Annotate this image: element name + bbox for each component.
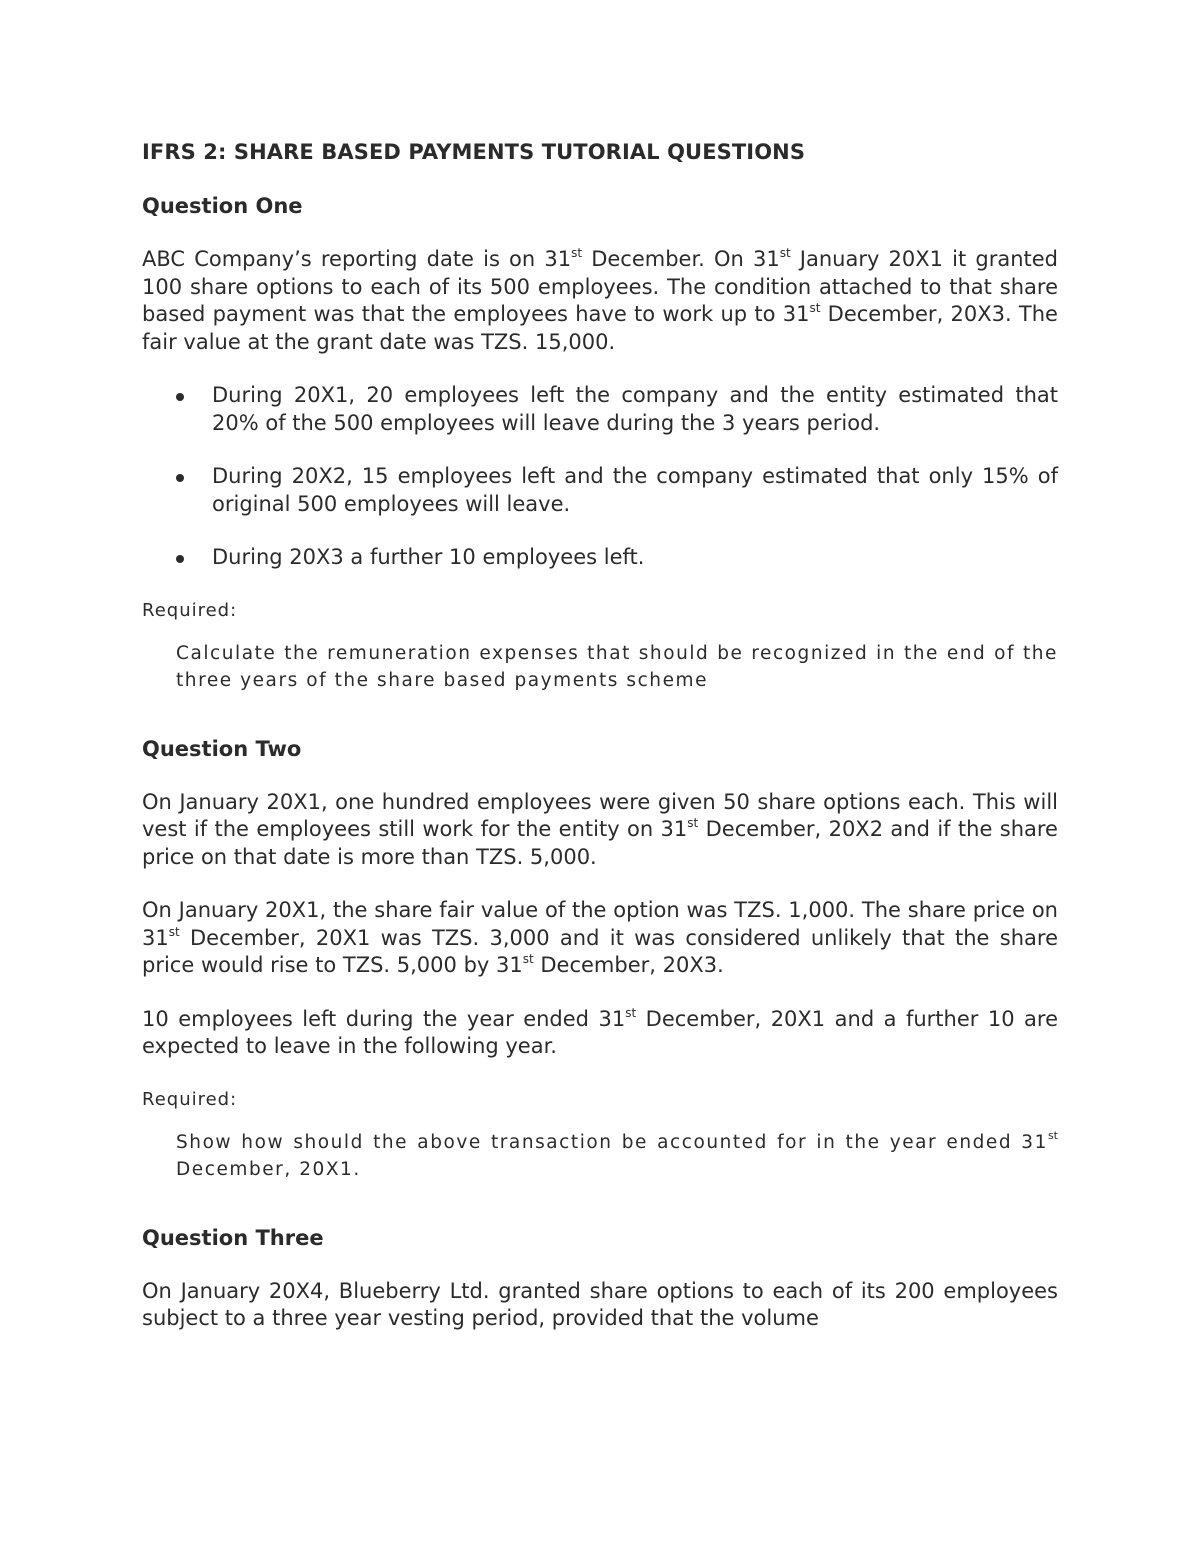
question-two-heading: Question Two (142, 736, 302, 761)
list-item: During 20X1, 20 employees left the company and the entity estimated that 20% of the 500 employees will leave during the 3 years period. (142, 382, 1058, 437)
document-page (142, 138, 1058, 1359)
question-one-paragraph: ABC Company’s reporting date is on 31st December. On 31st January 20X1 it granted 100 share options to each of its 500 employees. The condition attached to that share based payment was that the employees have to work up to 31st December, 20X3. The fair value at the grant date was TZS. 15,000. (142, 246, 1059, 354)
question-one-required-label: Required: (142, 599, 238, 621)
document-title: IFRS 2: SHARE BASED PAYMENTS TUTORIAL QUESTIONS (142, 140, 806, 164)
question-two-paragraph-3: 10 employees left during the year ended 31st December, 20X1 and a further 10 are expected to leave in the following year. (142, 1005, 1059, 1058)
question-one-bullet-list (142, 382, 1058, 572)
question-one-heading: Question One (142, 194, 303, 218)
question-two-paragraph-2: On January 20X1, the share fair value of the option was TZS. 1,000. The share price on 31st December, 20X1 was TZS. 3,000 and it was considered unlikely that the share price would rise to TZS. 5,000 by 31st December, 20X3. (142, 898, 1058, 977)
question-two-paragraph-1: On January 20X1, one hundred employees were given 50 share options each. This will vest if the employees still work for the entity on 31st December, 20X2 and if the share price on that date is more than TZS. 5,000. (142, 789, 1058, 869)
bullet-icon (176, 474, 184, 482)
question-two-required-label: Required: (142, 1088, 238, 1110)
list-item: During 20X3 a further 10 employees left. (142, 544, 1058, 572)
question-one-required-text: Calculate the remuneration expenses that should be recognized in the end of the three years of the share based payments scheme (176, 642, 1058, 691)
question-two-required-text: Show how should the above transaction be accounted for in the year ended 31st December, 20X1. (176, 1129, 1058, 1180)
question-three-paragraph: On January 20X4, Blueberry Ltd. granted share options to each of its 200 employees subject to a three year vesting period, provided that the volume (142, 1278, 1058, 1330)
question-three-heading: Question Three (142, 1225, 324, 1250)
bullet-icon (176, 393, 184, 401)
bullet-icon (176, 555, 184, 563)
list-item: During 20X2, 15 employees left and the company estimated that only 15% of original 500 employees will leave. (142, 463, 1058, 518)
